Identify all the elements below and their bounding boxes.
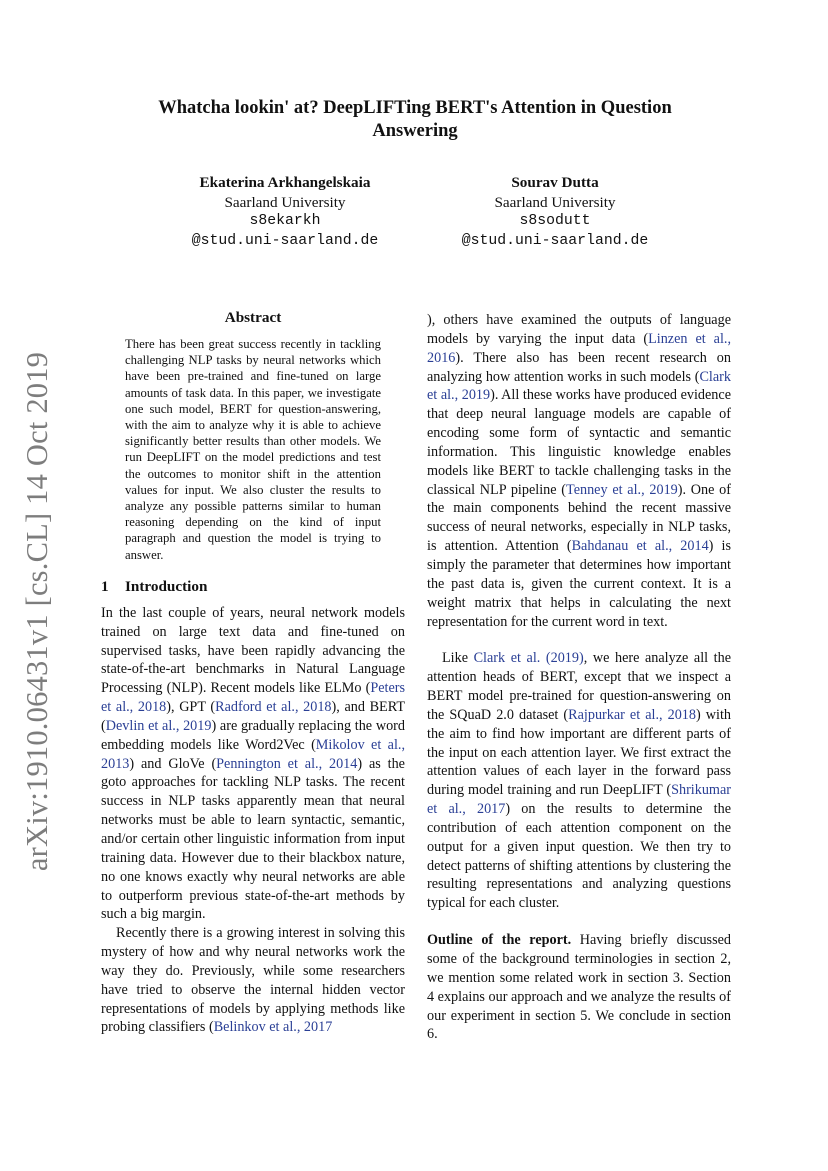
intro-paragraph-1 [101, 604, 405, 924]
citation-link[interactable]: Clark et al., 2019 [427, 368, 731, 404]
author-email-line1: s8ekarkh [249, 213, 321, 230]
text-run: , we here analyze all the attention heads of BERT, except that we inspect a BERT model pre-trained for question-answering on the SQuaD 2.0 dataset ( [427, 650, 732, 723]
citation-link[interactable]: Linzen et al., 2016 [427, 330, 731, 366]
text-run: ) and GloVe ( [129, 755, 217, 772]
citation-link[interactable]: Tenney et al., 2019 [566, 481, 678, 498]
text-run: ), GPT ( [166, 699, 216, 716]
intro-paragraph-2-continued [427, 311, 731, 631]
arxiv-identifier-text: arXiv:1910.06431v1 [cs.CL] 14 Oct 2019 [20, 351, 55, 871]
outline-lead: Outline of the report. [427, 932, 572, 949]
author-affiliation: Saarland University [224, 193, 346, 211]
right-column [427, 311, 731, 1044]
citation-link[interactable]: Pennington et al., 2014 [216, 755, 358, 772]
citation-link[interactable]: Rajpurkar et al., 2018 [568, 706, 696, 723]
citation-link[interactable]: Belinkov et al., 2017 [213, 1019, 333, 1036]
author-email-line1: s8sodutt [519, 213, 591, 230]
citation-link[interactable]: Peters et al., 2018 [101, 680, 405, 716]
text-run: ), others have examined the outputs of language models by varying the input data ( [427, 312, 731, 347]
arxiv-identifier [18, 351, 58, 871]
intro-paragraph-3 [427, 649, 731, 913]
author-email-line2: @stud.uni-saarland.de [191, 232, 379, 249]
text-run: ), and BERT ( [101, 699, 406, 734]
abstract-text: There has been great success recently in tackling challenging NLP tasks by neural networks which have been pre-trained and fine-tuned on large amounts of task data. In this paper, we investigate one such model, BERT for question-answering, with the aim to analyze why it is able to achieve significantly better results than other models. We run DeepLIFT on the model predictions and test the outcomes to monitor shift in the attention values for input. We also cluster the results to analyze any possible patterns similar to human reasoning depending on the kind of input paragraph and question the model is trying to answer. [125, 337, 381, 562]
outline-paragraph [427, 931, 731, 1044]
author-name: Sourav Dutta [511, 174, 599, 191]
section-number: 1 [101, 577, 109, 595]
text-run: ). One of the main components behind the recent massive success of neural networks, especially in NLP tasks, is attention. Attention ( [427, 481, 731, 555]
text-run: ). There also has been recent research on analyzing how attention works in such models ( [427, 349, 731, 385]
text-run: ). All these works have produced evidence that deep neural language models are capable of encoding some form of syntactic and semantic information. This linguistic knowledge enables models like BERT to tackle challenging tasks in the classical NLP pipeline ( [427, 387, 731, 498]
citation-link[interactable]: Mikolov et al., 2013 [101, 736, 405, 772]
abstract-heading: Abstract [224, 309, 282, 326]
intro-paragraph-2-start [101, 924, 405, 1037]
text-run: ) are gradually replacing the word embedding models like Word2Vec ( [101, 717, 405, 753]
author-block-1 [155, 173, 415, 251]
text-run: Having briefly discussed some of the background terminologies in section 2, we mention some related work in section 3. Section 4 explains our approach and we analyze the results of our experiment in section 5. We conclude in section 6. [427, 932, 731, 1043]
author-email-line2: @stud.uni-saarland.de [461, 232, 649, 249]
text-run: Recently there is a growing interest in solving this mystery of how and why neural networks work the way they do. Previously, while some researchers have tried to observe the internal hidden vector representations of models by applying methods like probing classifiers ( [101, 925, 405, 1036]
text-run: ) as the goto approaches for tackling NLP tasks. The recent success in NLP tasks apparently mean that neural networks must be able to learn syntactic, semantic, and/or certain other linguistic information from input training data. However due to their blackbox nature, no one knows exactly why neural networks are able to outperform previous state-of-the-art methods by such a big margin. [101, 755, 405, 923]
citation-link[interactable]: Bahdanau et al., 2014 [571, 538, 709, 555]
citation-link[interactable]: Shrikumar et al., 2017 [427, 782, 731, 818]
paper-title: Whatcha lookin' at? DeepLIFTing BERT's Attention in Question Answering [158, 98, 672, 141]
text-run: In the last couple of years, neural network models trained on large text data and fine-tuned on supervised tasks, have been rapidly advancing the state-of-the-art benchmarks in Natural Language Processing (NLP). Recent models like ELMo ( [101, 604, 405, 697]
author-affiliation: Saarland University [494, 193, 616, 211]
text-run: ) on the results to determine the contribution of each attention component on the output for a given input question. We then try to detect patterns of shifting attentions by clustering the resulting representations and analyzing questions typical for each cluster. [427, 801, 731, 912]
left-column [101, 308, 405, 1037]
section-title: Introduction [125, 577, 208, 595]
text-run: ) with the aim to find how important are different parts of the input on each attention layer. We first extract the attention values of each layer in the forward pass during model training and run DeepLIFT ( [427, 706, 731, 799]
author-block-2 [425, 173, 685, 251]
text-run: Like [442, 650, 474, 667]
section-heading-introduction [101, 577, 405, 597]
citation-link[interactable]: Radford et al., 2018 [215, 699, 332, 716]
author-name: Ekaterina Arkhangelskaia [199, 174, 371, 191]
text-run: ) is simply the parameter that determines how important the past data is, given the current context. It is a weight matrix that helps in calculating the next representation for the current word in text. [427, 538, 731, 630]
citation-link[interactable]: Devlin et al., 2019 [105, 717, 212, 734]
citation-link[interactable]: Clark et al. (2019) [473, 650, 584, 667]
